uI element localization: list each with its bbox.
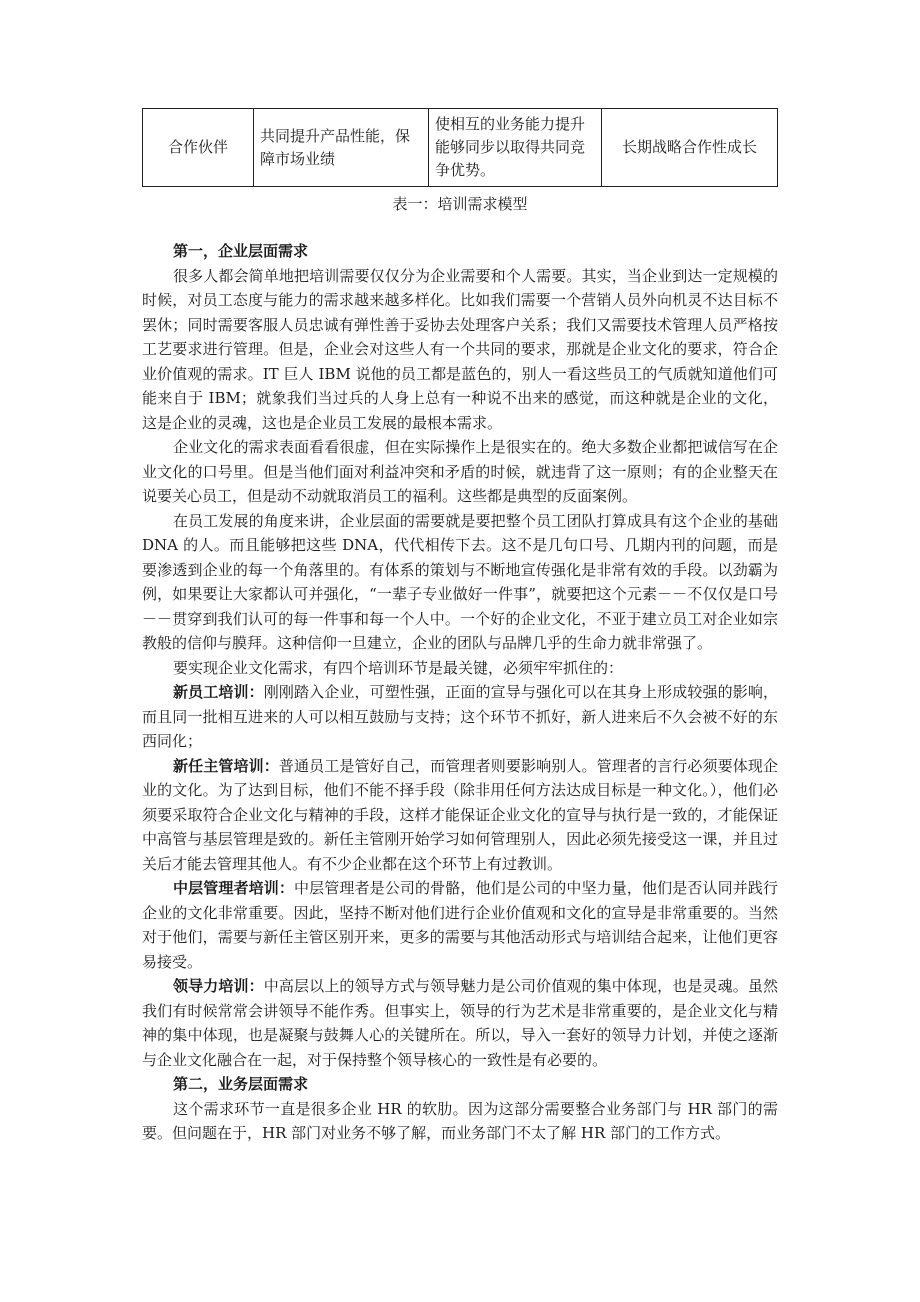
training-needs-table — [142, 108, 778, 187]
table-cell: 共同提升产品性能，保障市场业绩 — [254, 109, 429, 187]
table-caption: 表一：培训需求模型 — [392, 195, 528, 213]
table-cell: 使相互的业务能力提升能够同步以取得共同竞争优势。 — [429, 109, 602, 187]
item-text: 普通员工是管好自己，而管理者则要影响别人。管理者的言行必须要体现企业的文化。为了达到目标，他们不能不择手段（除非用任何方法达成目标是一种文化。），他们必须要采取符合企业文化与精神的手段，这样才能保证企业文化的宣导与执行是一致的，才能保证中高管与基层管理是致的。新任主管刚开始学习如何管理别人，因此必须先接受这一课，并且过关后才能去管理其他人。有不少企业都在这个环节上有过教训。 — [142, 756, 778, 873]
table-cell: 合作伙伴 — [143, 109, 254, 187]
list-item — [142, 754, 778, 877]
document-page — [142, 108, 778, 1146]
section-heading: 第二，业务层面需求 — [173, 1075, 309, 1093]
paragraph: 这个需求环节一直是很多企业 HR 的软肋。因为这部分需要整合业务部门与 HR 部门的需要。但问题在于，HR 部门对业务不够了解，而业务部门不太了解 HR 部门的工作方式。 — [142, 1099, 778, 1142]
paragraph: 很多人都会简单地把培训需要仅仅分为企业需要和个人需要。其实，当企业到达一定规模的时候，对员工态度与能力的需求越来越多样化。比如我们需要一个营销人员外向机灵不达目标不罢休；同时需要客服人员忠诚有弹性善于妥协去处理客户关系；我们又需要技术管理人员严格按工艺要求进行管理。但是，企业会对这些人有一个共同的要求，那就是企业文化的要求，符合企业价值观的需求。IT 巨人 IBM 说他的员工都是蓝色的，别人一看这些员工的气质就知道他们可能来自于 IBM；就象我们当过兵的人身上总有一种说不出来的感觉，而这种就是企业的文化，这是企业的灵魂，这也是企业员工发展的最根本需求。 — [142, 266, 778, 432]
item-text: 中高层以上的领导方式与领导魅力是公司价值观的集中体现，也是灵魂。虽然我们有时候常常会讲领导不能作秀。但事实上，领导的行为艺术是非常重要的，是企业文化与精神的集中体现，也是凝聚与鼓舞人心的关键所在。所以，导入一套好的领导力计划，并使之逐渐与企业文化融合在一起，对于保持整个领导核心的一致性是有必要的。 — [142, 977, 778, 1069]
item-text: 中层管理者是公司的骨骼，他们是公司的中坚力量，他们是否认同并践行企业的文化非常重要。因此，坚持不断对他们进行企业价值观和文化的宣导是非常重要的。当然对于他们，需要与新任主管区别开来，更多的需要与其他活动形式与培训结合起来，让他们更容易接受。 — [142, 879, 778, 971]
item-text: 刚刚踏入企业，可塑性强，正面的宣导与强化可以在其身上形成较强的影响，而且同一批相互进来的人可以相互鼓励与支持；这个环节不抓好，新人进来后不久会被不好的东西同化； — [142, 683, 778, 750]
list-item — [142, 876, 778, 974]
item-label: 新任主管培训： — [173, 756, 279, 775]
table-cell: 长期战略合作性成长 — [602, 109, 778, 187]
section-heading: 第一，企业层面需求 — [173, 242, 309, 260]
paragraph: 企业文化的需求表面看看很虚，但在实际操作上是很实在的。绝大多数企业都把诚信写在企业文化的口号里。但是当他们面对利益冲突和矛盾的时候，就违背了这一原则；有的企业整天在说要关心员工，但是动不动就取消员工的福利。这些都是典型的反面案例。 — [142, 438, 778, 505]
item-label: 新员工培训： — [173, 683, 264, 701]
item-label: 领导力培训： — [173, 977, 264, 995]
document-body — [142, 239, 778, 1146]
paragraph: 要实现企业文化需求，有四个培训环节是最关键，必须牢牢抓住的： — [173, 658, 624, 677]
paragraph: 在员工发展的角度来讲，企业层面的需要就是要把整个员工团队打算成具有这个企业的基础 DNA 的人。而且能够把这些 DNA，代代相传下去。这不是几句口号、几期内刊的问题，而是要渗透到企业的每一个角落里的。有体系的策划与不断地宣传强化是非常有效的手段。以劲霸为例，如果要让大家都认可并强化，“一辈子专业做好一件事”，就要把这个元素－－不仅仅是口号－－贯穿到我们认可的每一件事和每一个人中。一个好的企业文化，不亚于建立员工对企业如宗教般的信仰与膜拜。这种信仰一旦建立，企业的团队与品牌几乎的生命力就非常强了。 — [142, 511, 778, 652]
item-label: 中层管理者培训： — [173, 879, 295, 897]
list-item — [142, 974, 778, 1072]
table-row — [143, 109, 778, 187]
list-item — [142, 680, 778, 754]
